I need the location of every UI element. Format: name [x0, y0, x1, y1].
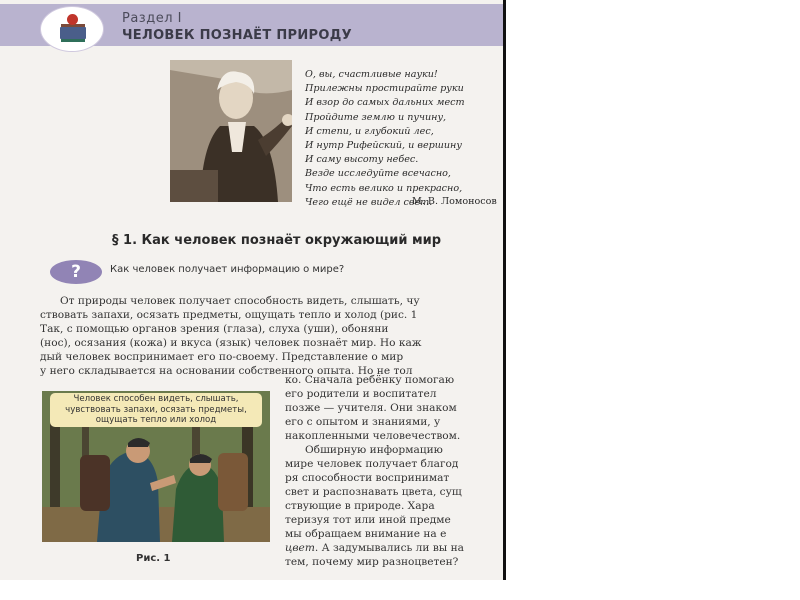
- question-mark-icon: ?: [50, 260, 102, 284]
- text-line: теризуя тот или иной предме: [285, 514, 451, 526]
- text-line: его родители и воспитател: [285, 388, 437, 400]
- text-line: тем, почему мир разноцветен?: [285, 556, 459, 568]
- text-line: мы обращаем внимание на е: [285, 528, 447, 540]
- poem-line: Чего ещё не видел свет.: [305, 196, 433, 208]
- books-and-apple-icon: [40, 6, 104, 52]
- question-text: Как человек получает информацию о мире?: [110, 264, 345, 275]
- caption-line: ощущать тепло или холод: [95, 415, 217, 426]
- text-line: От природы человек получает способность видеть, слышать, чу: [60, 295, 420, 307]
- text-line: (нос), осязания (кожа) и вкуса (язык) человек познаёт мир. Но каж: [40, 337, 422, 349]
- books-icon: [60, 27, 86, 39]
- text-line: Так, с помощью органов зрения (глаза), слуха (уши), обоняни: [40, 323, 389, 335]
- side-text: [285, 373, 504, 443]
- main-text: [40, 294, 504, 378]
- text-line: накопленными человечеством.: [285, 430, 461, 442]
- page-border: [503, 0, 506, 580]
- poem-line: И степи, и глубокий лес,: [305, 125, 434, 137]
- text-line: свет и распознавать цвета, сущ: [285, 486, 462, 498]
- caption-line: Человек способен видеть, слышать,: [73, 394, 239, 404]
- figure-label: Рис. 1: [136, 553, 171, 564]
- lomonosov-portrait: [170, 60, 292, 202]
- text-line: [285, 541, 504, 555]
- apple-icon: [67, 14, 78, 25]
- epigraph-author: М. В. Ломоносов: [412, 196, 497, 207]
- poem-line: И нутр Рифейский, и вершину: [305, 140, 462, 152]
- text-line: ствующие в природе. Хара: [285, 500, 435, 512]
- section-label: Раздел I: [122, 11, 182, 26]
- section-header: [0, 4, 504, 46]
- side-text-2: [285, 443, 504, 569]
- text-line-rest: . А задумывались ли вы на: [314, 542, 464, 554]
- term-color: цвет: [285, 542, 315, 554]
- poem-line: Везде исследуйте всечасно,: [305, 168, 451, 180]
- text-line: дый человек воспринимает его по-своему. Представление о мир: [40, 351, 404, 363]
- poem-line: О, вы, счастливые науки!: [305, 69, 438, 80]
- text-line: мире человек получает благод: [285, 458, 459, 470]
- caption-line: чувствовать запахи, осязать предметы,: [65, 404, 247, 415]
- poem-line: Что есть велико и прекрасно,: [305, 182, 463, 194]
- poem-line: Прилежны простирайте руки: [305, 83, 464, 95]
- text-line: его с опытом и знаниями, у: [285, 416, 441, 428]
- figure-caption: [50, 393, 262, 427]
- text-line: Обширную информацию: [305, 444, 443, 456]
- text-line: ко. Сначала ребёнку помогаю: [285, 374, 455, 386]
- poem-line: И саму высоту небес.: [305, 154, 419, 166]
- epigraph-poem: [305, 68, 504, 210]
- section-title: ЧЕЛОВЕК ПОЗНАЁТ ПРИРОДУ: [122, 28, 352, 43]
- text-line: позже — учителя. Они знаком: [285, 402, 457, 414]
- text-line: ря способности воспринимат: [285, 472, 450, 484]
- text-line: у него складывается на основании собственного опыта. Но не тол: [40, 365, 413, 377]
- poem-line: И взор до самых дальних мест: [305, 97, 465, 109]
- paragraph-heading: § 1. Как человек познаёт окружающий мир: [112, 233, 442, 248]
- text-line: ствовать запахи, осязать предметы, ощущать тепло и холод (рис. 1: [40, 309, 418, 321]
- poem-line: Пройдите землю и пучину,: [305, 111, 447, 123]
